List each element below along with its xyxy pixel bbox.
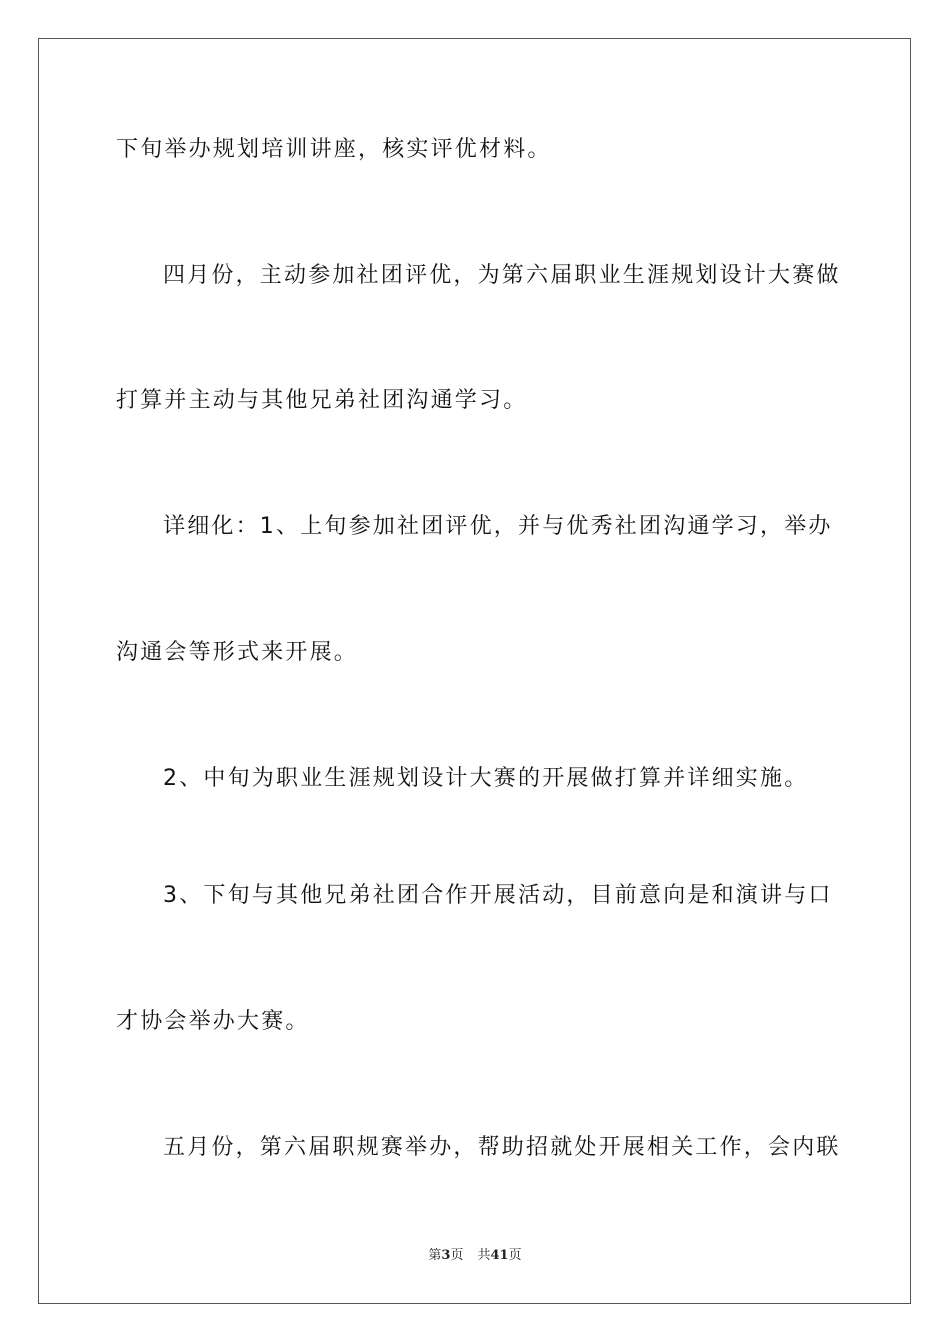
body-line-7: 3、下旬与其他兄弟社团合作开展活动，目前意向是和演讲与口	[163, 883, 833, 908]
body-line-9: 五月份，第六届职规赛举办，帮助招就处开展相关工作，会内联	[163, 1135, 841, 1160]
footer-total-pages: 41	[490, 1248, 509, 1263]
body-line-5: 沟通会等形式来开展。	[116, 640, 359, 665]
body-line-3: 打算并主动与其他兄弟社团沟通学习。	[116, 388, 528, 413]
footer-page-prefix: 第	[428, 1248, 442, 1263]
footer-total-suffix: 页	[508, 1248, 522, 1263]
footer-page-number: 3	[441, 1248, 451, 1263]
body-line-8: 才协会举办大赛。	[116, 1009, 310, 1034]
footer-page-suffix: 页	[450, 1248, 464, 1263]
body-line-4: 详细化：1、上旬参加社团评优，并与优秀社团沟通学习，举办	[163, 514, 833, 539]
page-footer	[0, 1248, 950, 1264]
body-line-6: 2、中旬为职业生涯规划设计大赛的开展做打算并详细实施。	[163, 766, 809, 791]
page-border	[38, 38, 911, 1304]
body-line-1: 下旬举办规划培训讲座，核实评优材料。	[116, 137, 552, 162]
footer-total-prefix: 共	[477, 1248, 491, 1263]
body-line-2: 四月份，主动参加社团评优，为第六届职业生涯规划设计大赛做	[163, 263, 841, 288]
